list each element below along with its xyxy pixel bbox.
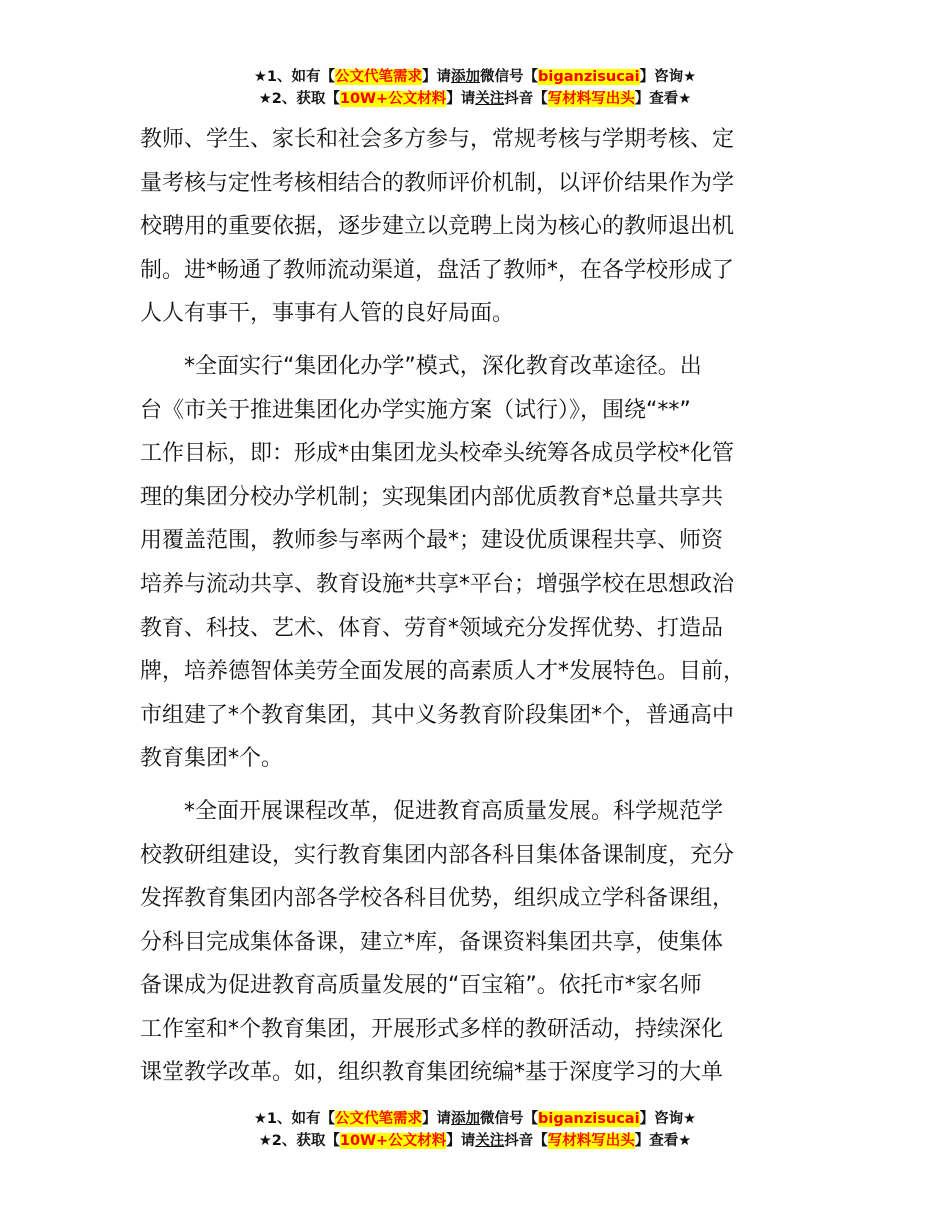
highlight-service: 公文代笔需求 [335,69,423,85]
text-line: 工作室和*个教育集团，开展形式多样的教研活动，持续深化 [140,1016,724,1042]
banner-text: 】请 [422,1111,452,1127]
banner-text: 】查看★ [634,91,692,107]
text-line: 培养与流动共享、教育设施*共享*平台；增强学校在思想政治 [140,571,735,597]
paragraph-2 [140,345,830,781]
banner-text: 微信号【 [480,1111,539,1127]
text-line: 分科目完成集体备课，建立*库，备课资料集团共享，使集体 [140,929,724,955]
banner-text: 1、如有【 [266,1111,336,1127]
text-line: 量考核与定性考核相结合的教师评价机制，以评价结果作为学 [140,170,735,196]
text-line: 牌，培养德智体美劳全面发展的高素质人才*发展特色。目前， [140,659,746,685]
text-line: 教育、科技、艺术、体育、劳育*领域充分发挥优势、打造品 [140,615,724,641]
banner-text: 抖音【 [504,91,548,107]
text-line: 校教研组建设，实行教育集团内部各科目集体备课制度，充分 [140,842,735,868]
banner-text-underlined: 添加 [451,1111,481,1127]
banner-line-1 [0,66,950,88]
banner-text: 微信号【 [480,69,539,85]
highlight-service: 公文代笔需求 [335,1111,423,1127]
footer-banner [0,1108,950,1152]
highlight-wechat-id: biganzisucai [538,69,640,85]
text-line: 教师、学生、家长和社会多方参与，常规考核与学期考核、定 [140,127,735,152]
text-line: *全面实行“集团化办学”模式，深化教育改革途径。出 [184,353,702,379]
banner-text-underlined: 关注 [475,91,505,107]
text-line: 人人有事干，事事有人管的良好局面。 [140,301,515,327]
star-icon: ★ [253,1111,267,1127]
banner-text: 】请 [422,69,452,85]
highlight-douyin: 写材料写出头 [547,91,635,107]
text-line: 理的集团分校办学机制；实现集团内部优质教育*总量共享共 [140,484,724,510]
banner-text-underlined: 关注 [475,1133,505,1149]
text-line: 课堂教学改革。如，组织教育集团统编*基于深度学习的大单 [140,1060,724,1086]
banner-line-2 [0,1130,950,1152]
text-line: *全面开展课程改革，促进教育高质量发展。科学规范学 [184,798,724,824]
banner-text: 2、获取【 [271,91,340,107]
text-line: 用覆盖范围，教师参与率两个最*；建设优质课程共享、师资 [140,528,724,554]
highlight-materials: 10W+公文材料 [339,91,447,107]
banner-text: 1、如有【 [266,69,336,85]
text-line: 教育集团*个。 [140,746,284,772]
banner-line-1 [0,1108,950,1130]
text-line: 市组建了*个教育集团，其中义务教育阶段集团*个，普通高中 [140,702,735,728]
banner-text: 】咨询★ [639,69,697,85]
banner-text: 】请 [446,91,476,107]
text-line: 校聘用的重要依据，逐步建立以竞聘上岗为核心的教师退出机 [140,214,735,240]
text-line: 发挥教育集团内部各学校各科目优势，组织成立学科备课组， [140,886,735,912]
highlight-douyin: 写材料写出头 [547,1133,635,1149]
star-icon: ★ [253,69,267,85]
text-line: 制。进*畅通了教师流动渠道，盘活了教师*，在各学校形成了 [140,257,735,283]
banner-text-underlined: 添加 [451,69,481,85]
star-icon: ★ [258,91,272,107]
star-icon: ★ [258,1133,272,1149]
text-line: 台《市关于推进集团化办学实施方案（试行）》，围绕“**” [140,397,691,423]
banner-line-2 [0,88,950,110]
banner-text: 】查看★ [634,1133,692,1149]
paragraph-1 [140,118,830,336]
header-banner [0,66,950,110]
text-line: 备课成为促进教育高质量发展的“百宝箱”。依托市*家名师 [140,973,702,999]
text-line: 工作目标，即：形成*由集团龙头校牵头统筹各成员学校*化管 [140,441,735,467]
banner-text: 2、获取【 [271,1133,340,1149]
banner-text: 抖音【 [504,1133,548,1149]
banner-text: 】请 [446,1133,476,1149]
document-body [140,118,830,1095]
paragraph-3 [140,790,830,1095]
banner-text: 】咨询★ [639,1111,697,1127]
highlight-materials: 10W+公文材料 [339,1133,447,1149]
highlight-wechat-id: biganzisucai [538,1111,640,1127]
